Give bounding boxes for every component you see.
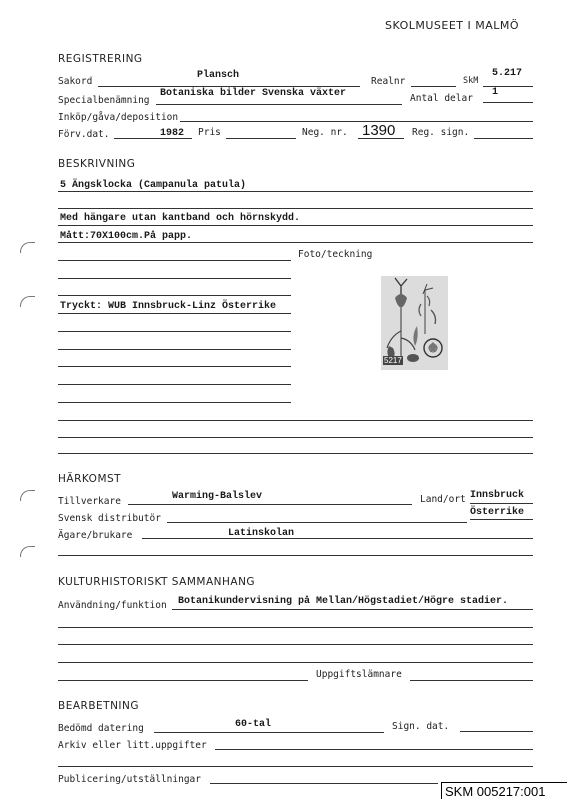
plansch-photo — [381, 276, 448, 370]
value-beskrivning-2: Med hängare utan kantband och hörnskydd. — [60, 213, 301, 224]
section-harkomst: HÄRKOMST — [58, 473, 122, 485]
value-agare: Latinskolan — [228, 528, 295, 539]
section-registrering: REGISTRERING — [58, 53, 143, 65]
punch-hole — [20, 490, 35, 501]
value-skm: 5.217 — [492, 68, 523, 79]
value-land-1: Innsbruck — [470, 490, 525, 501]
value-forvdat: 1982 — [160, 128, 185, 139]
section-beskrivning: BESKRIVNING — [58, 158, 136, 170]
section-bearbetning: BEARBETNING — [58, 700, 140, 712]
label-specialbenamning: Specialbenämning — [58, 95, 150, 106]
label-inkop: Inköp/gåva/deposition — [58, 112, 179, 123]
label-sakord: Sakord — [58, 76, 93, 87]
inventory-stamp: SKM 005217:001 — [441, 782, 567, 799]
value-antal-delar: 1 — [492, 87, 499, 98]
label-skm: SkM — [463, 76, 479, 86]
value-specialbenamning: Botaniska bilder Svenska växter — [160, 88, 347, 99]
label-tillverkare: Tillverkare — [58, 496, 121, 507]
label-land-ort: Land/ort — [420, 494, 466, 505]
label-regsign: Reg. sign. — [412, 127, 470, 138]
label-publicering: Publicering/utställningar — [58, 774, 201, 785]
value-tillverkare: Warming-Balslev — [172, 491, 263, 502]
punch-hole — [20, 296, 35, 307]
value-tryckt: Tryckt: WUB Innsbruck-Linz Österrike — [60, 301, 277, 312]
punch-hole — [20, 242, 35, 253]
value-beskrivning-1: 5 Ängsklocka (Campanula patula) — [60, 180, 247, 191]
label-sign-dat: Sign. dat. — [392, 721, 450, 732]
label-negnr: Neg. nr. — [302, 127, 348, 138]
value-sakord: Plansch — [197, 70, 240, 81]
value-datering: 60-tal — [235, 719, 272, 730]
label-svensk-distributor: Svensk distributör — [58, 513, 161, 524]
value-land-2: Österrike — [470, 507, 525, 518]
photo-number: 5217 — [384, 356, 402, 365]
value-negnr: 1390 — [362, 122, 396, 139]
label-agare: Ägare/brukare — [58, 530, 133, 541]
label-realnr: Realnr — [371, 76, 406, 87]
museum-name: SKOLMUSEET I MALMÖ — [385, 19, 520, 32]
label-arkiv: Arkiv eller litt.uppgifter — [58, 740, 207, 751]
label-foto: Foto/teckning — [298, 249, 373, 260]
label-forvdat: Förv.dat. — [58, 129, 110, 140]
label-uppgiftslamnare: Uppgiftslämnare — [316, 669, 402, 680]
section-kulturhistoriskt: KULTURHISTORISKT SAMMANHANG — [58, 576, 256, 588]
value-anvandning: Botanikundervisning på Mellan/Högstadiet/Högre stadier. — [178, 596, 509, 607]
punch-hole — [20, 546, 35, 557]
label-antal-delar: Antal delar — [410, 93, 473, 104]
label-anvandning: Användning/funktion — [58, 600, 167, 611]
label-bedomd-datering: Bedömd datering — [58, 723, 144, 734]
value-beskrivning-3: Mått:70X100cm.På papp. — [60, 231, 193, 242]
label-pris: Pris — [198, 127, 221, 138]
